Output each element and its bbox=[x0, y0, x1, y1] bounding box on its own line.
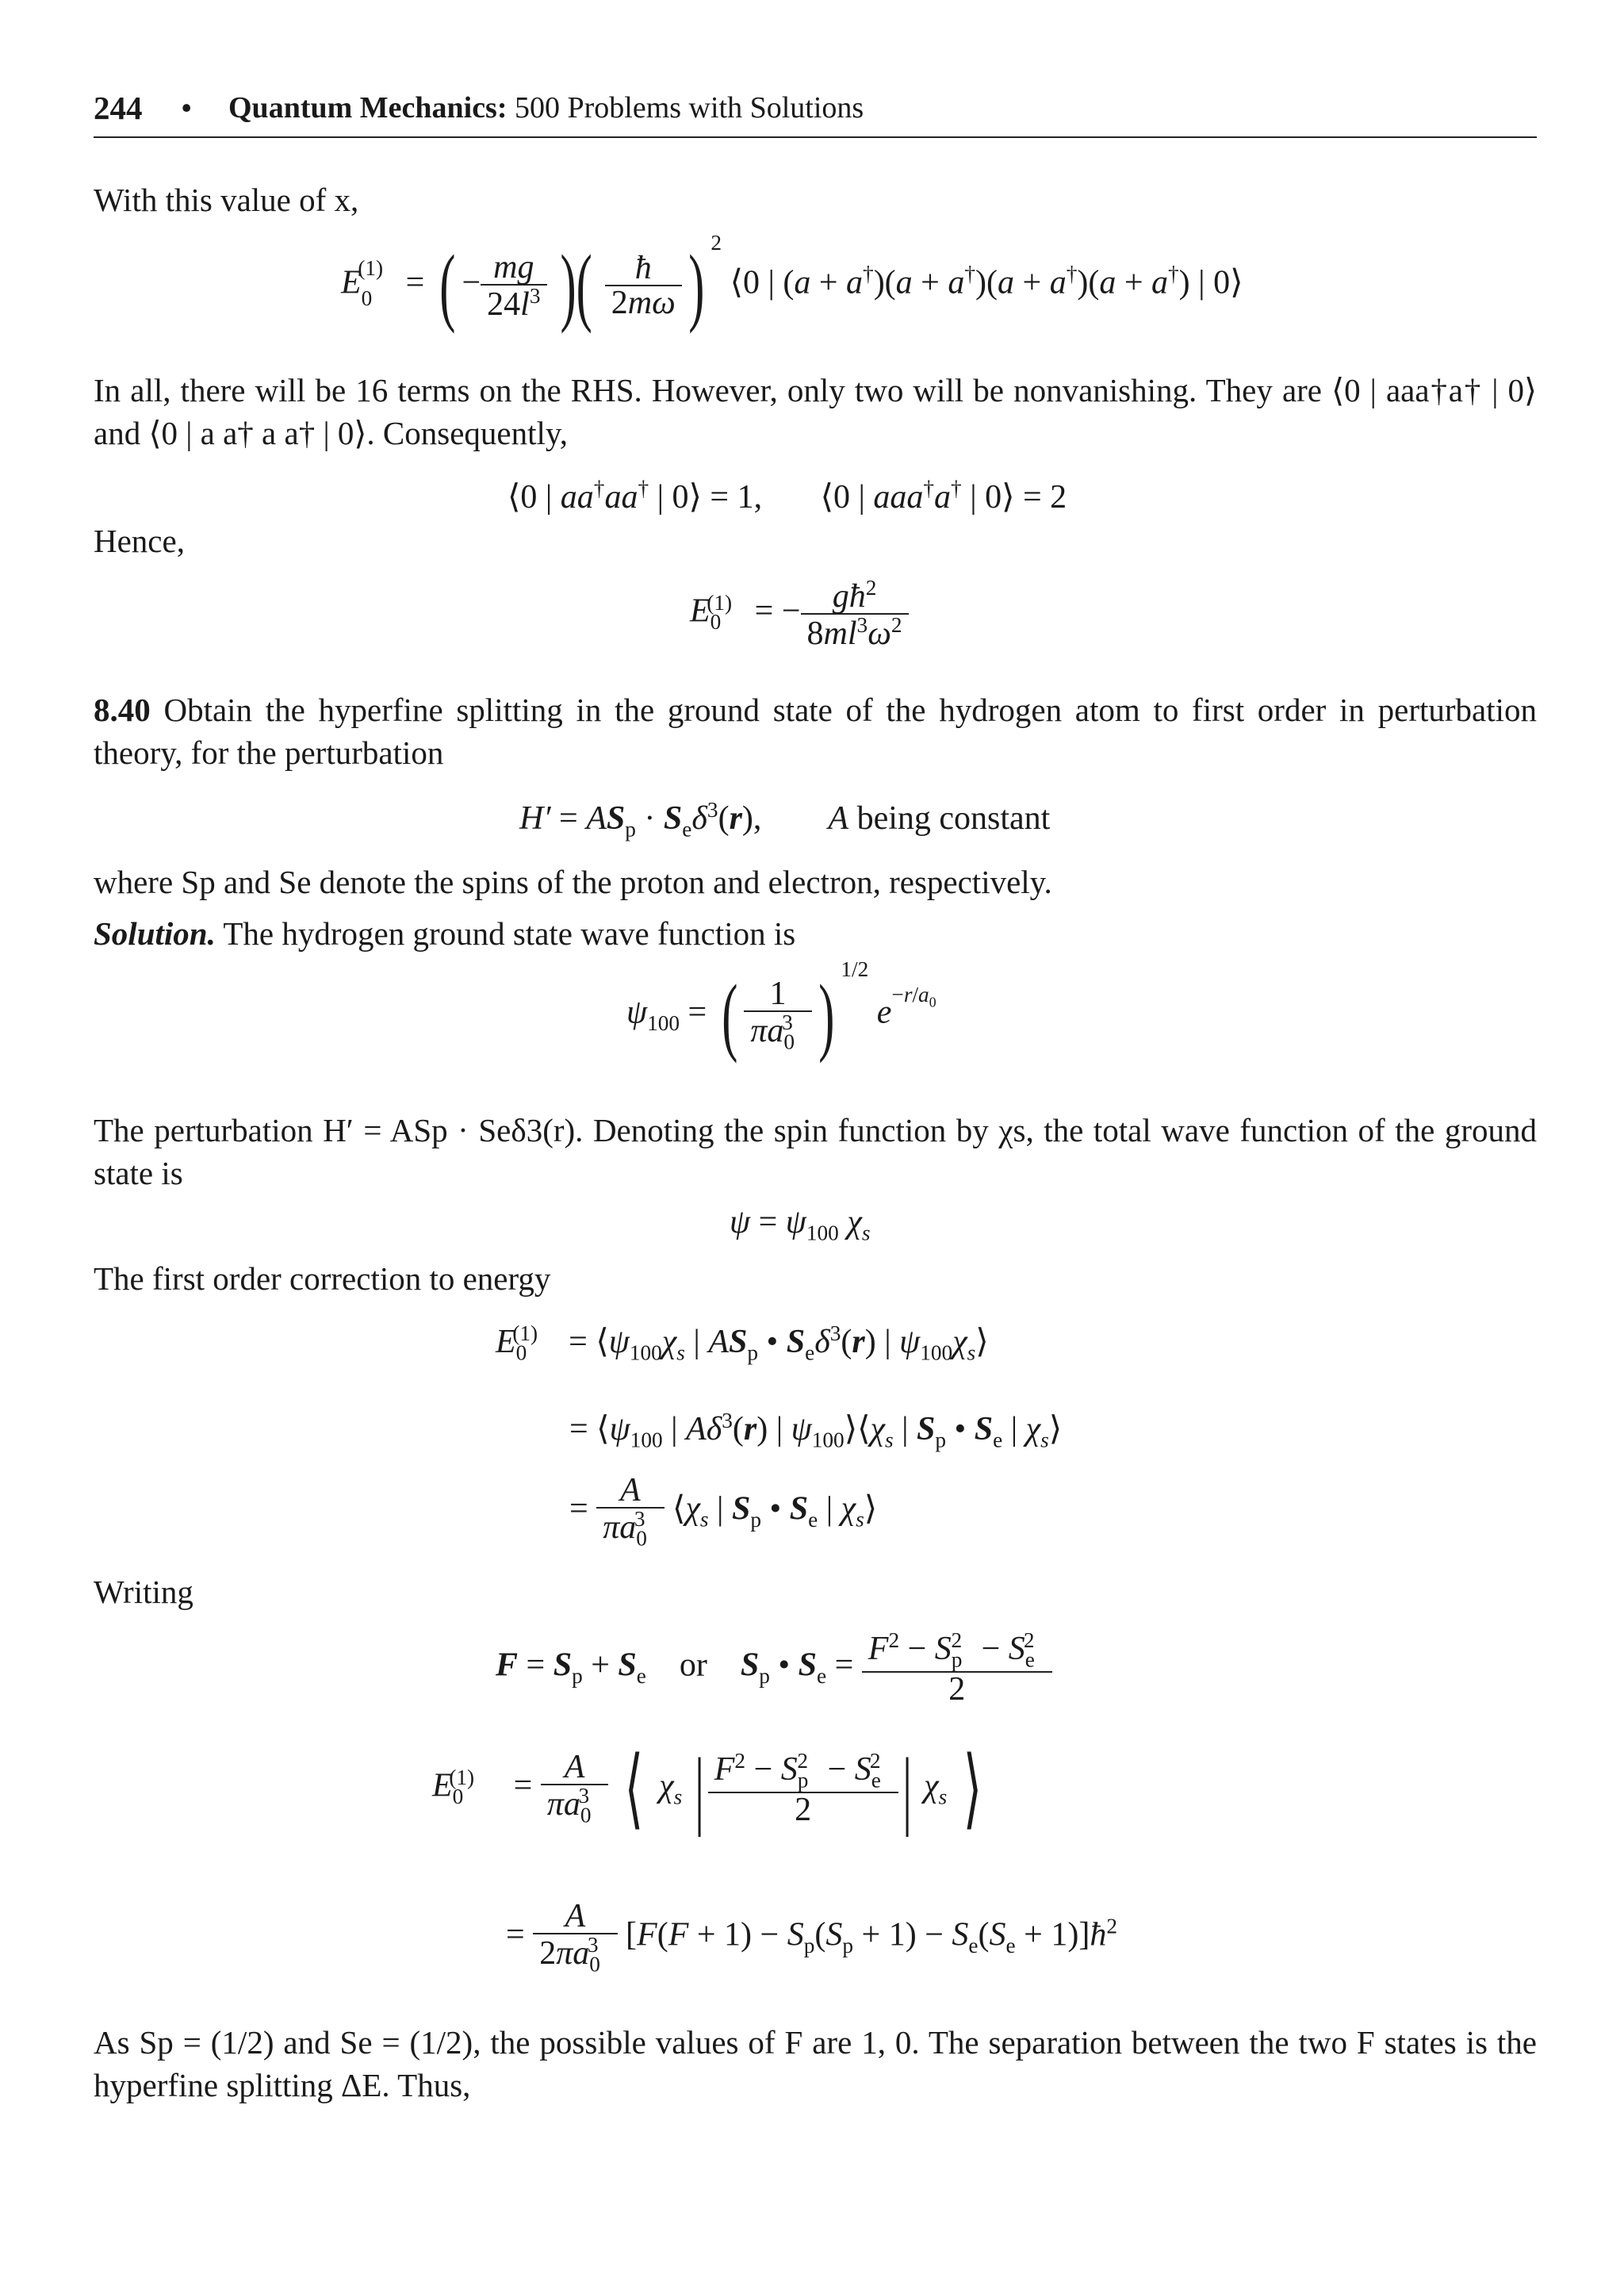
equation-e2: ⟨0 | aa†aa† | 0⟩ = 1, ⟨0 | aaa†a† | 0⟩ = 2 bbox=[508, 477, 1067, 516]
paragraph-sixteen-terms: In all, there will be 16 terms on the RHS. However, only two will be nonvanishing. They are ⟨0 | aaa†a† | 0⟩ and ⟨0 | a a† a a† | 0⟩. Consequently, bbox=[94, 372, 1537, 451]
equation-e6: $\psi = \psi_{100}$ $\chi_s$ bbox=[730, 1204, 871, 1245]
paragraph-perturbation: The perturbation H′ = ASp · Seδ3(r). Denoting the spin function by χs, the total wave function of the ground state is bbox=[94, 1112, 1537, 1191]
equation-e9: = $\frac{A}{\pi a_0^3}$ $⟨\chi_s$ | $S_p$ • $S_e$ | $\chi_s⟩$ bbox=[569, 1472, 878, 1551]
equation-e4: $H' = AS_p \cdot S_e\delta^3(r)$, A being constant bbox=[519, 798, 1051, 842]
book-title-bold: Quantum Mechanics: bbox=[228, 91, 508, 125]
paragraph-where: where Sp and Se denote the spins of the proton and electron, respectively. bbox=[94, 864, 1052, 900]
paragraph-final: As Sp = (1/2) and Se = (1/2), the possible values of F are 1, 0. The separation between the two F states is the hyperfine splitting ΔE. Thus, bbox=[94, 2024, 1537, 2103]
equation-e3: $E_0^{(1)}$ = − $\frac{għ^2}{8ml^3\omega^2}$ bbox=[690, 577, 909, 650]
paragraph-first-order: The first order correction to energy bbox=[94, 1260, 551, 1297]
problem-text: Obtain the hyperfine splitting in the ground state of the hydrogen atom to first order in perturbation theory, for the perturbation bbox=[94, 692, 1537, 771]
equation-e12: = $\frac{A}{2\pi a_0^3}$ [$F(F + 1) - S_p(S_p + 1) - S_e(S_e$ + $1)]ħ^2$ bbox=[506, 1898, 1117, 1976]
running-header bbox=[94, 89, 1537, 138]
equation-e10: $F = S_p + S_e$ or $S_p$ • $S_e$ = $\frac{F^2 - S_p^2 - S_e^2}{2}$ bbox=[496, 1630, 1052, 1706]
hence-label: Hence, bbox=[94, 523, 185, 559]
problem-8-40 bbox=[94, 688, 1537, 774]
equation-e7: $E_0^{(1)}$ = $⟨\psi_{100}\chi_s$ | $AS_p$ • $S_e\delta^3(r)$ | $\psi_{100}\chi_s⟩$ bbox=[496, 1321, 989, 1365]
equation-e1: $E_0^{(1)}$ = ( − $\frac{mg}{24l^3}$ )( $\frac{ħ}{2m\omega}$ ) $^2$ ⟨0 | (a + a†)(a + a†)(a + a†)(a + a†) | 0⟩ bbox=[341, 230, 1243, 334]
solution-text: The hydrogen ground state wave function is bbox=[215, 915, 796, 952]
equation-e8: = $⟨\psi_{100}$ | $A\delta^3(r)$ | $\psi_{100}⟩⟨\chi_s$ | $S_p$ • $S_e$ | $\chi_s⟩$ bbox=[569, 1409, 1063, 1452]
book-title-rest: 500 Problems with Solutions bbox=[507, 91, 864, 125]
book-title bbox=[228, 90, 864, 125]
solution-label: Solution. bbox=[94, 915, 216, 952]
paragraph-with-value: With this value of x, bbox=[94, 182, 359, 218]
page-number: 244 bbox=[94, 90, 143, 126]
solution-intro bbox=[94, 912, 1537, 955]
equation-e11: $E_0^{(1)}$ = $\frac{A}{\pi a_0^3}$ ⟨ $\chi_s$ | $\frac{F^2 - S_p^2 - S_e^2}{2}$ | $\chi_s$ ⟩ bbox=[432, 1740, 982, 1837]
problem-number: 8.40 bbox=[94, 692, 151, 728]
equation-e5: $\psi_{100}$ = ( $\frac{1}{\pi a_0^3}$ ) $^{1/2}$ $e^{-r/a_0}$ bbox=[626, 957, 936, 1064]
writing-label: Writing bbox=[94, 1574, 193, 1610]
header-bullet: • bbox=[181, 90, 193, 126]
